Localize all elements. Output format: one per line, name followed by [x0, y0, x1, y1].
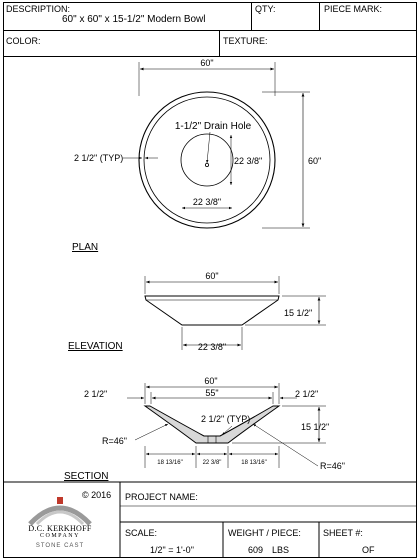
weight-label: WEIGHT / PIECE:: [228, 528, 301, 538]
drain-label: 1-1/2" Drain Hole: [174, 121, 252, 132]
elev-width-text: 60": [205, 271, 219, 281]
weight-unit: LBS: [272, 545, 290, 555]
sec-bottom-right-text: 18 13/16": [241, 460, 267, 466]
sec-inner-text: 55": [205, 388, 219, 398]
logo-company-name: D.C. KERKHOFF: [28, 524, 92, 533]
sec-radius-left-leader: [135, 424, 168, 440]
sec-height-text: 15 1/2": [301, 422, 330, 432]
weight-value: 609: [248, 545, 264, 555]
plan-drain-hole: [205, 163, 208, 166]
scale-value: 1/2" = 1'-0": [150, 545, 194, 555]
drain-leader: [207, 132, 210, 163]
logo-arch-icon: [10, 494, 110, 526]
plan-base-circle: [181, 134, 233, 186]
texture-label: TEXTURE:: [223, 36, 268, 46]
elevation-outline: [145, 296, 279, 325]
piece-mark-label: PIECE MARK:: [324, 4, 383, 14]
sec-bottom-center-text: 22 3/8": [202, 460, 222, 466]
sec-rim-right-text: 2 1/2": [295, 389, 319, 399]
plan-title: PLAN: [72, 242, 99, 253]
qty-label: QTY:: [255, 4, 276, 14]
copyright-text: © 2016: [82, 490, 112, 500]
plan-width-text: 60": [200, 58, 214, 68]
scale-label: SCALE:: [125, 528, 158, 538]
sec-radius-left-text: R=46": [102, 436, 127, 446]
company-logo: [10, 494, 110, 554]
sec-rim-left-text: 2 1/2": [84, 389, 108, 399]
elev-height-text: 15 1/2": [284, 308, 313, 318]
plan-inner-w-text: 22 3/8": [192, 197, 222, 207]
rim-typ-text: 2 1/2" (TYP): [74, 153, 124, 163]
section-profile: [145, 406, 279, 443]
sec-radius-right-text: R=46": [320, 461, 345, 471]
plan-height-text: 60": [308, 156, 322, 166]
sec-bottom-left-text: 18 13/16": [157, 460, 183, 466]
sheet-value: OF: [362, 545, 375, 555]
elevation-title: ELEVATION: [68, 341, 123, 352]
sec-overall-text: 60": [204, 376, 218, 386]
section-title: SECTION: [64, 471, 109, 482]
plan-inner-h-text: 22 3/8": [234, 156, 263, 166]
logo-company-sub: COMPANY: [40, 533, 80, 539]
project-name-label: PROJECT NAME:: [125, 492, 198, 502]
elev-base-text: 22 3/8": [197, 342, 227, 352]
logo-tagline: STONE CAST: [35, 543, 85, 549]
sec-wall-typ-text: 2 1/2" (TYP): [201, 414, 251, 424]
description-label: DESCRIPTION:: [6, 4, 71, 14]
color-label: COLOR:: [6, 36, 41, 46]
sheet-label: SHEET #:: [323, 528, 363, 538]
description-value: 60" x 60" x 15-1/2" Modern Bowl: [62, 14, 206, 25]
